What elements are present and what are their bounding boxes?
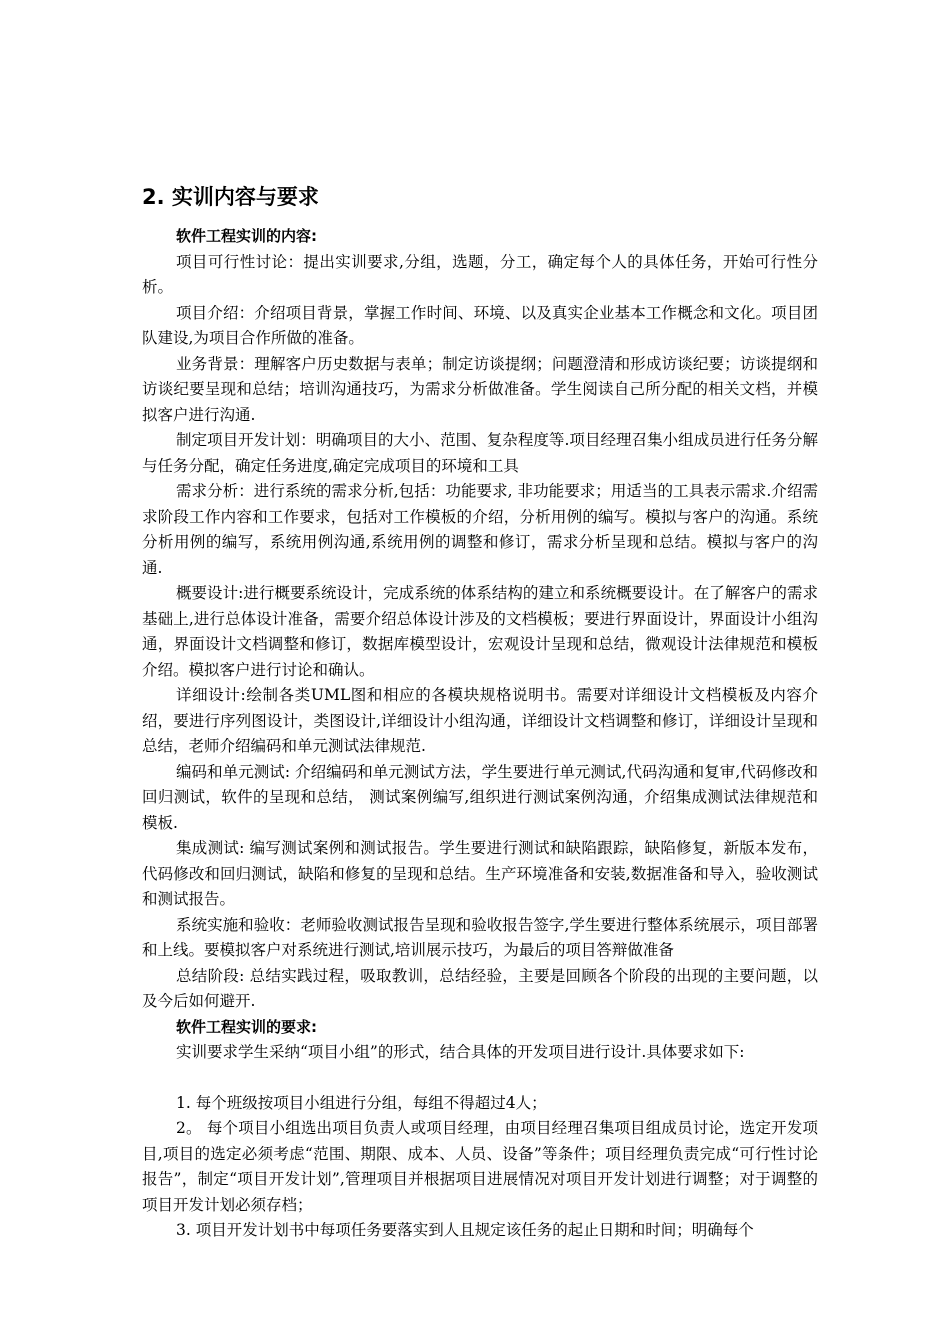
paragraph: 项目可行性讨论：提出实训要求,分组，选题，分工，确定每个人的具体任务，开始可行性分析。 bbox=[142, 252, 818, 296]
requirements-intro: 实训要求学生采纳“项目小组”的形式，结合具体的开发项目进行设计.具体要求如下: bbox=[176, 1043, 745, 1061]
section-heading: 2. 实训内容与要求 bbox=[142, 185, 319, 209]
paragraph: 总结阶段: 总结实践过程，吸取教训，总结经验，主要是回顾各个阶段的出现的主要问题，以及今后如何避开. bbox=[142, 966, 818, 1010]
list-item: 1. 每个班级按项目小组进行分组，每组不得超过4人； bbox=[176, 1093, 547, 1112]
list-item: 3. 项目开发计划书中每项任务要落实到人且规定该任务的起止日期和时间；明确每个 bbox=[176, 1221, 754, 1239]
paragraph: 业务背景：理解客户历史数据与表单；制定访谈提纲；问题澄清和形成访谈纪要；访谈提纲和访谈纪要呈现和总结；培训沟通技巧，为需求分析做准备。学生阅读自己所分配的相关文档，并模拟客户进行沟通. bbox=[142, 354, 818, 424]
paragraph: 需求分析：进行系统的需求分析,包括：功能要求, 非功能要求；用适当的工具表示需求.介绍需求阶段工作内容和工作要求，包括对工作模板的介绍，分析用例的编写。模拟与客户的沟通。系统分析用例的编写，系统用例沟通,系统用例的调整和修订，需求分析呈现和总结。模拟与客户的沟通. bbox=[142, 482, 818, 577]
requirements-subheading: 软件工程实训的要求: bbox=[176, 1017, 317, 1036]
paragraph: 概要设计:进行概要系统设计，完成系统的体系结构的建立和系统概要设计。在了解客户的需求基础上,进行总体设计准备，需要介绍总体设计涉及的文档模板；要进行界面设计，界面设计小组沟通，界面设计文档调整和修订，数据库模型设计，宏观设计呈现和总结，微观设计法律规范和模板介绍。模拟客户进行讨论和确认。 bbox=[142, 584, 818, 679]
paragraph: 制定项目开发计划：明确项目的大小、范围、复杂程度等.项目经理召集小组成员进行任务分解与任务分配，确定任务进度,确定完成项目的环境和工具 bbox=[142, 431, 818, 475]
paragraph: 系统实施和验收：老师验收测试报告呈现和验收报告签字,学生要进行整体系统展示，项目部署和上线。要模拟客户对系统进行测试,培训展示技巧，为最后的项目答辩做准备 bbox=[142, 915, 818, 959]
requirements-list bbox=[142, 1091, 818, 1244]
list-item: 2。 每个项目小组选出项目负责人或项目经理，由项目经理召集项目组成员讨论，选定开发项目,项目的选定必须考虑“范围、期限、成本、人员、设备”等条件；项目经理负责完成“可行性讨论报告”，制定“项目开发计划”,管理项目并根据项目进展情况对项目开发计划进行调整；对于调整的项目开发计划必须存档； bbox=[142, 1119, 818, 1214]
document-body bbox=[142, 180, 818, 1244]
paragraph: 项目介绍：介绍项目背景，掌握工作时间、环境、以及真实企业基本工作概念和文化。项目团队建设,为项目合作所做的准备。 bbox=[142, 303, 818, 347]
content-subheading: 软件工程实训的内容: bbox=[176, 227, 317, 245]
paragraph: 集成测试: 编写测试案例和测试报告。学生要进行测试和缺陷跟踪，缺陷修复，新版本发布，代码修改和回归测试，缺陷和修复的呈现和总结。生产环境准备和安装,数据准备和导入，验收测试和测试报告。 bbox=[142, 839, 818, 908]
paragraph: 编码和单元测试: 介绍编码和单元测试方法，学生要进行单元测试,代码沟通和复审,代码修改和回归测试，软件的呈现和总结， 测试案例编写,组织进行测试案例沟通，介绍集成测试法律规范和模板. bbox=[142, 762, 818, 832]
paragraph: 详细设计:绘制各类UML图和相应的各模块规格说明书。需要对详细设计文档模板及内容介绍，要进行序列图设计，类图设计,详细设计小组沟通，详细设计文档调整和修订，详细设计呈现和总结，老师介绍编码和单元测试法律规范. bbox=[142, 686, 818, 755]
content-paragraphs bbox=[142, 250, 818, 1015]
